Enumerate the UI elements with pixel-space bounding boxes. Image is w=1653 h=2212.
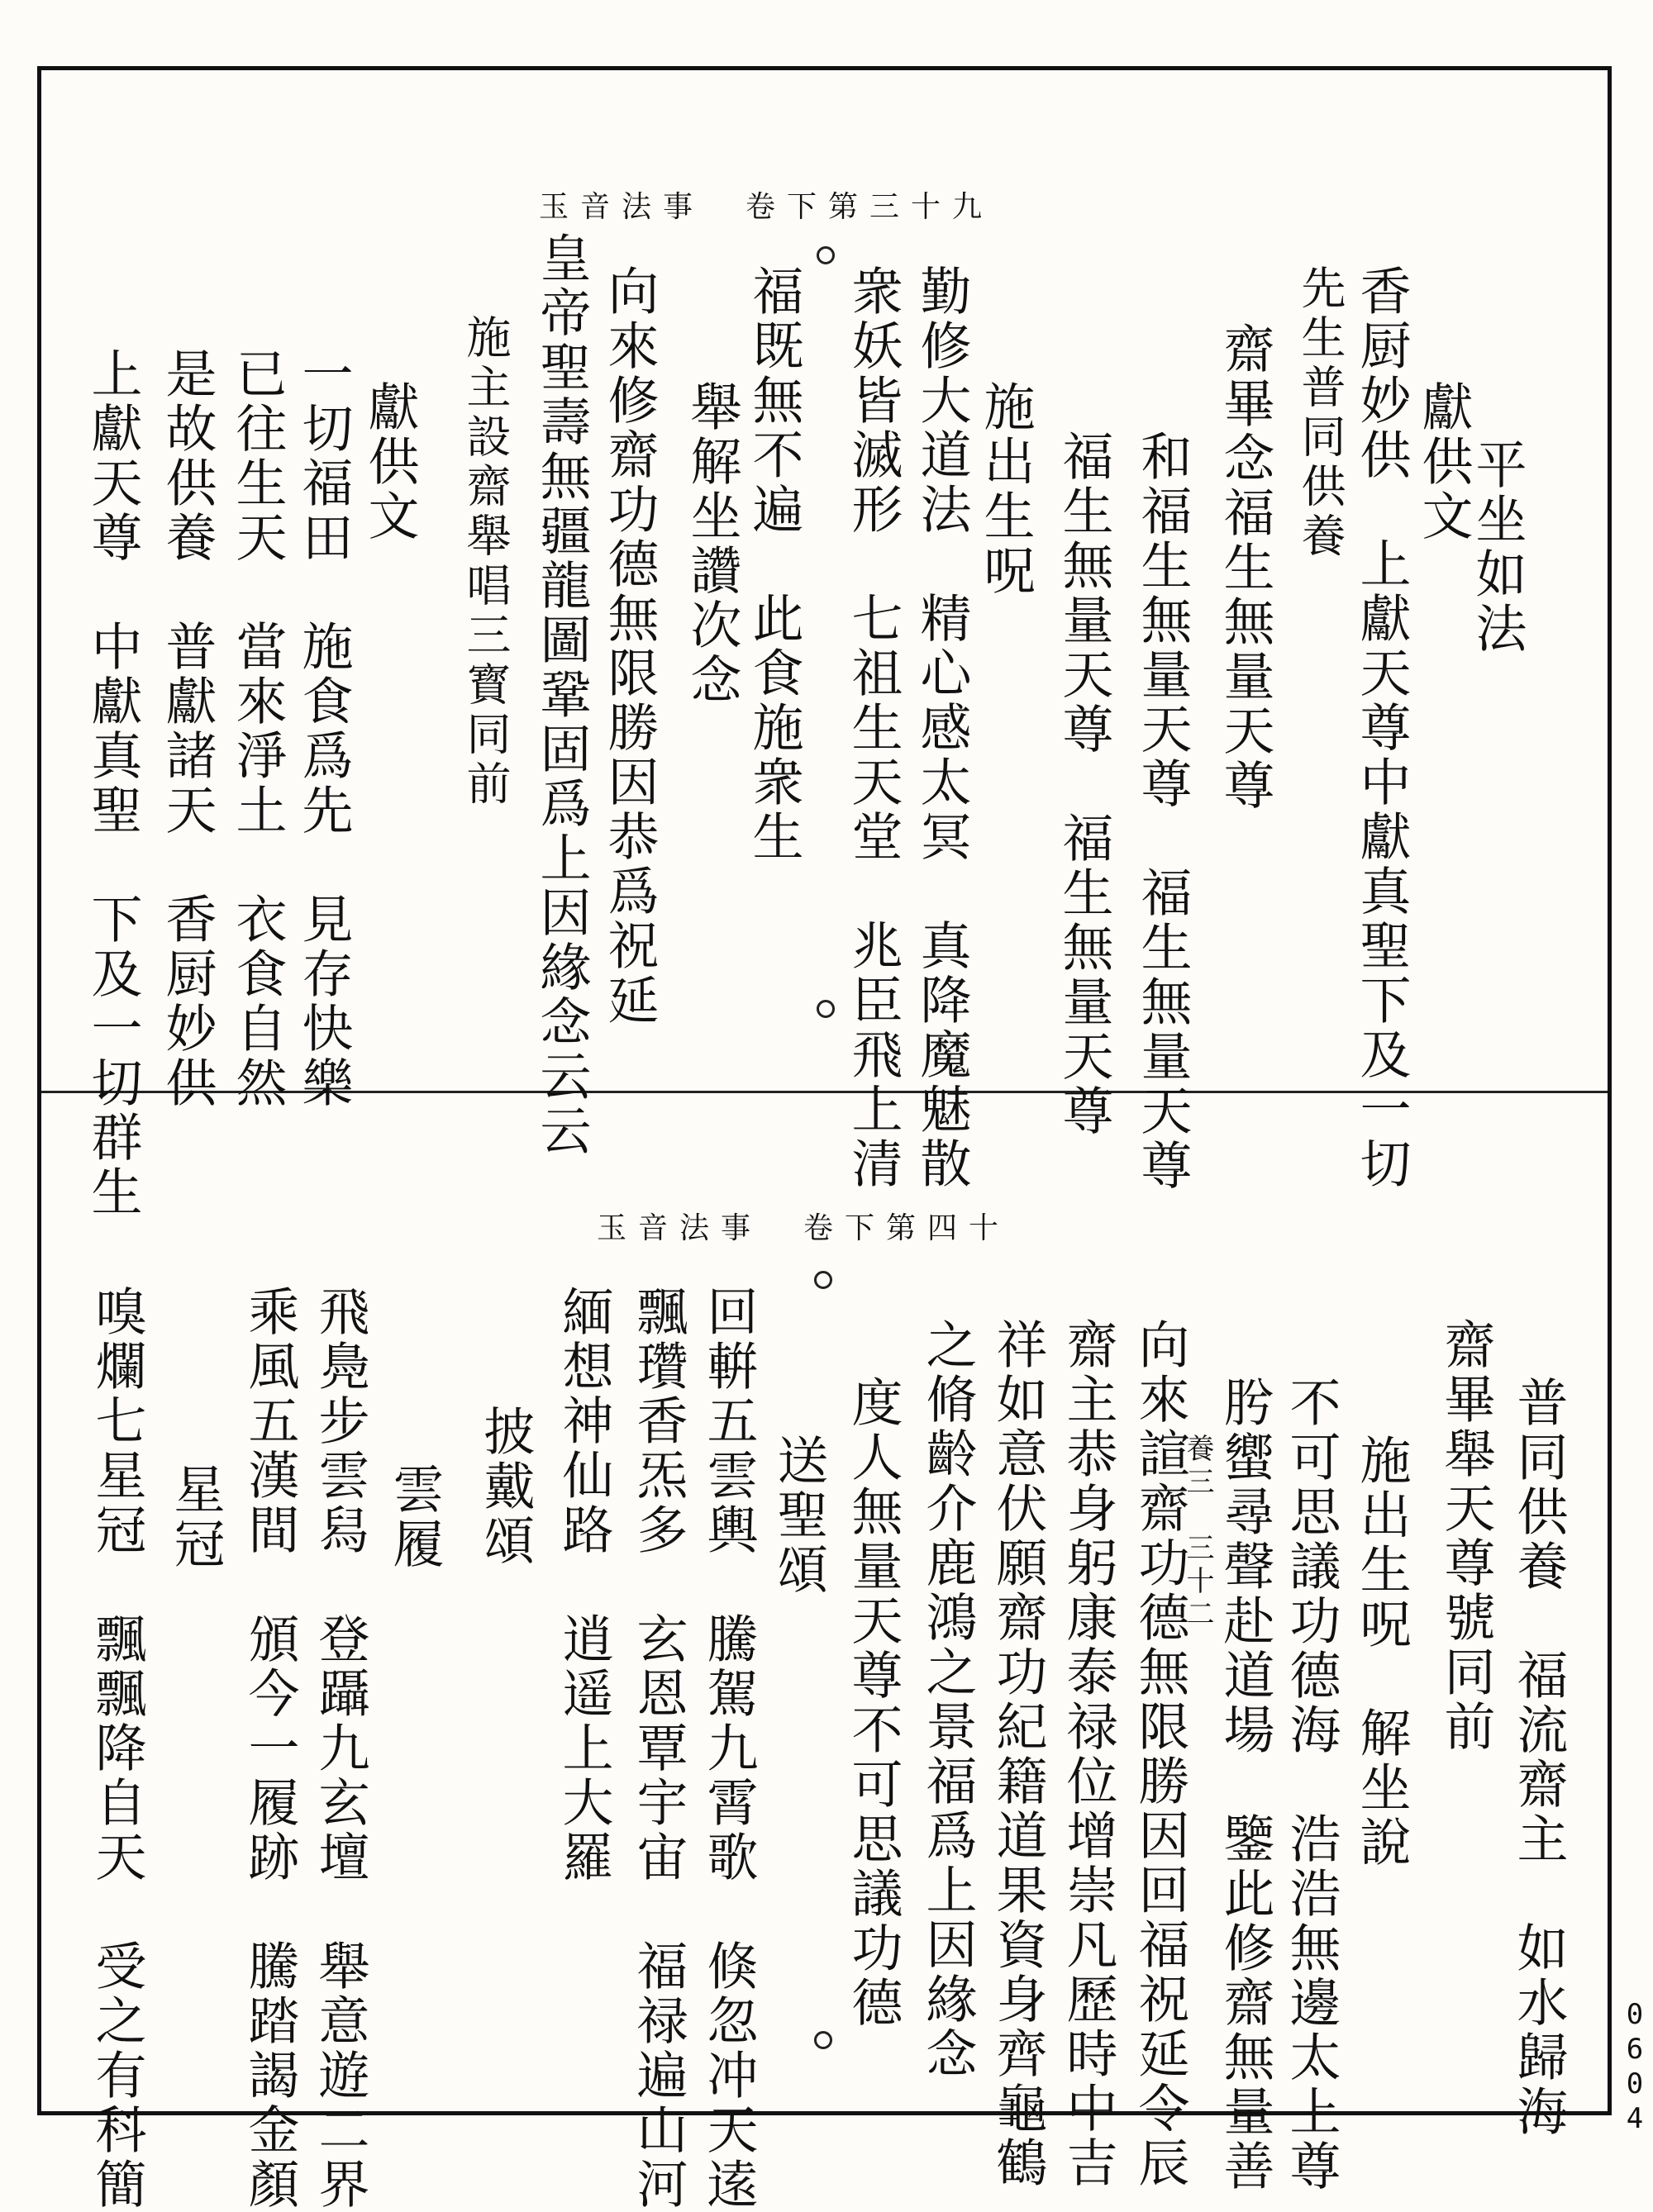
text-column: 之脩齡介鹿鴻之景福爲上因緣念	[917, 1318, 978, 2081]
text-column: 披戴頌	[475, 1405, 536, 1568]
text-column: 肹蠁尋聲赴道場 鑒此修齋無量善	[1215, 1376, 1275, 2194]
text-column: 上獻天尊 中獻真聖 下及一切群生	[83, 347, 143, 1220]
text-column: 衆妖皆滅形 七祖生天堂 兆臣飛上清	[843, 264, 903, 1192]
text-column: 舉解坐讚次念	[682, 380, 742, 707]
binding-hole-mark	[817, 246, 835, 264]
text-column: 和福生無量天尊 福生無量天尊	[1132, 430, 1193, 1193]
text-column: 已往生天 當來淨土 衣食自然	[227, 347, 288, 1111]
text-column: 度人無量天尊不可思議功德	[843, 1376, 903, 2030]
binding-hole-mark	[817, 1000, 835, 1018]
text-column: 乘風五漢間 頒今一履跡 騰踏謁金顏	[240, 1285, 300, 2212]
text-column: 獻供文	[360, 380, 420, 544]
text-column: 向來諠齋功德無限勝因回福祝延令辰	[1130, 1318, 1190, 2191]
text-column: 齋畢念福生無量天尊	[1215, 322, 1275, 813]
text-column: 飄瓚香炁多 玄恩覃宇宙 福禄遍山河	[628, 1285, 688, 2212]
text-column: 是故供養 普獻諸天 香厨妙供	[157, 347, 217, 1111]
text-column: 先生普同供養	[1294, 264, 1346, 562]
text-column: 向來修齋功德無限勝因恭爲祝延	[599, 264, 660, 1028]
text-column: 飛鳧步雲舄 登躡九玄壇 舉意遊二界	[310, 1285, 370, 2212]
text-column: 星冠	[165, 1463, 226, 1572]
text-column: 平坐如法	[1467, 438, 1527, 656]
text-column: 施出生呪	[975, 380, 1036, 598]
text-column: 香厨妙供 上獻天尊中獻真聖下及一切	[1351, 264, 1412, 1192]
text-column: 齋主恭身躬康泰禄位增崇凡歷時中吉	[1058, 1318, 1118, 2191]
text-column: 福生無量天尊 福生無量天尊	[1054, 430, 1114, 1139]
text-column: 嗅爛七星冠 飄飄降自天 受之有科簡	[87, 1285, 147, 2212]
page-number: 0604	[1618, 1998, 1651, 2137]
text-column: 勤修大道法 精心感太冥 真降魔魅散	[912, 264, 972, 1192]
top-page-header: 玉音法事 卷下第三十九	[539, 190, 994, 224]
text-column: 不可思議功德海 浩浩無邊太上尊	[1281, 1376, 1341, 2194]
text-column: 緬想神仙路 逍遥上大羅	[554, 1285, 614, 1885]
text-column: 雲履	[384, 1463, 445, 1572]
bottom-page-header: 玉音法事 卷下第四十	[597, 1211, 1011, 1245]
text-column: 皇帝聖壽無疆龍圖鞏固爲上因緣念云云	[531, 231, 592, 1158]
binding-hole-mark	[814, 1271, 832, 1289]
text-column: 送聖頌	[769, 1434, 829, 1597]
text-column: 施出生呪 解坐說	[1351, 1434, 1412, 1870]
text-column: 獻供文	[1413, 380, 1474, 544]
text-column: 齋畢舉天尊號同前	[1436, 1318, 1496, 1754]
binding-hole-mark	[814, 2031, 832, 2049]
text-column: 福既無不遍 此食施衆生	[744, 264, 804, 864]
text-column: 回輧五雲輿 騰駕九霄歌 倏忽冲天逺	[698, 1285, 759, 2212]
text-column: 施主設齋舉唱三寳同前	[460, 314, 512, 810]
text-column: 普同供養 福流齋主 如水歸海	[1508, 1376, 1569, 2139]
text-column: 一切福田 施食爲先 見存快樂	[293, 347, 354, 1111]
text-column-annotation: 養三 三十二	[1181, 1434, 1214, 1632]
text-column: 祥如意伏願齋功紀籍道果資身齊龜鶴	[988, 1318, 1048, 2191]
